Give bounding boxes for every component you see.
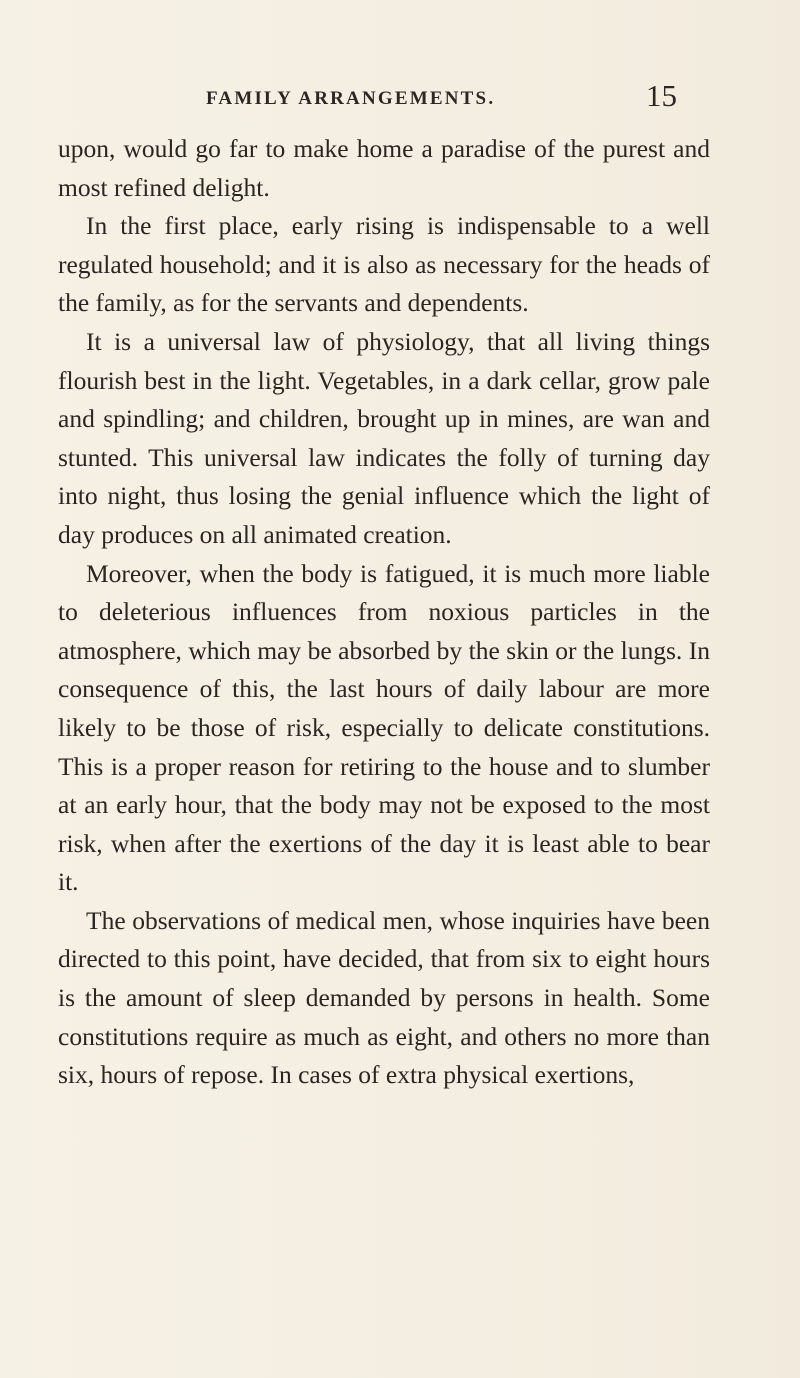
paragraph-fatigue: Moreover, when the body is fatigued, it is much more liable to deleterious influences from noxious particles in the atmosphere, which may be absorbed by the skin or the lungs. In consequence of this, the last hours of daily labour are more likely to be those of risk, especially to delicate constitutions. This is a proper reason for retiring to the house and to slumber at an early hour, that the body may not be exposed to the most risk, when after the exertions of the day it is least able to bear it. (58, 558, 710, 897)
page-header (0, 80, 800, 120)
page-number: 15 (646, 78, 677, 113)
running-head: FAMILY ARRANGEMENTS. (206, 88, 496, 109)
paragraph-early-rising: In the first place, early rising is indispensable to a well regulated household; and it is also as necessary for the heads of the family, as for the servants and dependents. (58, 211, 710, 318)
paragraph-sleep-hours: The observations of medical men, whose inquiries have been directed to this point, have decided, that from six to eight hours is the amount of sleep demanded by persons in health. Some constitutions require as much as eight, and others no more than six, hours of repose. In cases of extra physical exertions, (58, 905, 710, 1090)
paragraph-physiology-law: It is a universal law of physiology, that all living things flourish best in the light. Vegetables, in a dark cellar, grow pale and spindling; and children, brought up in mines, are wan and stunted. This universal law indicates the folly of turning day into night, thus losing the genial influence which the light of day produces on all animated creation. (58, 326, 710, 549)
body-text (58, 130, 710, 1095)
paragraph-continuation: upon, would go far to make home a paradise of the purest and most refined delight. (58, 134, 710, 202)
